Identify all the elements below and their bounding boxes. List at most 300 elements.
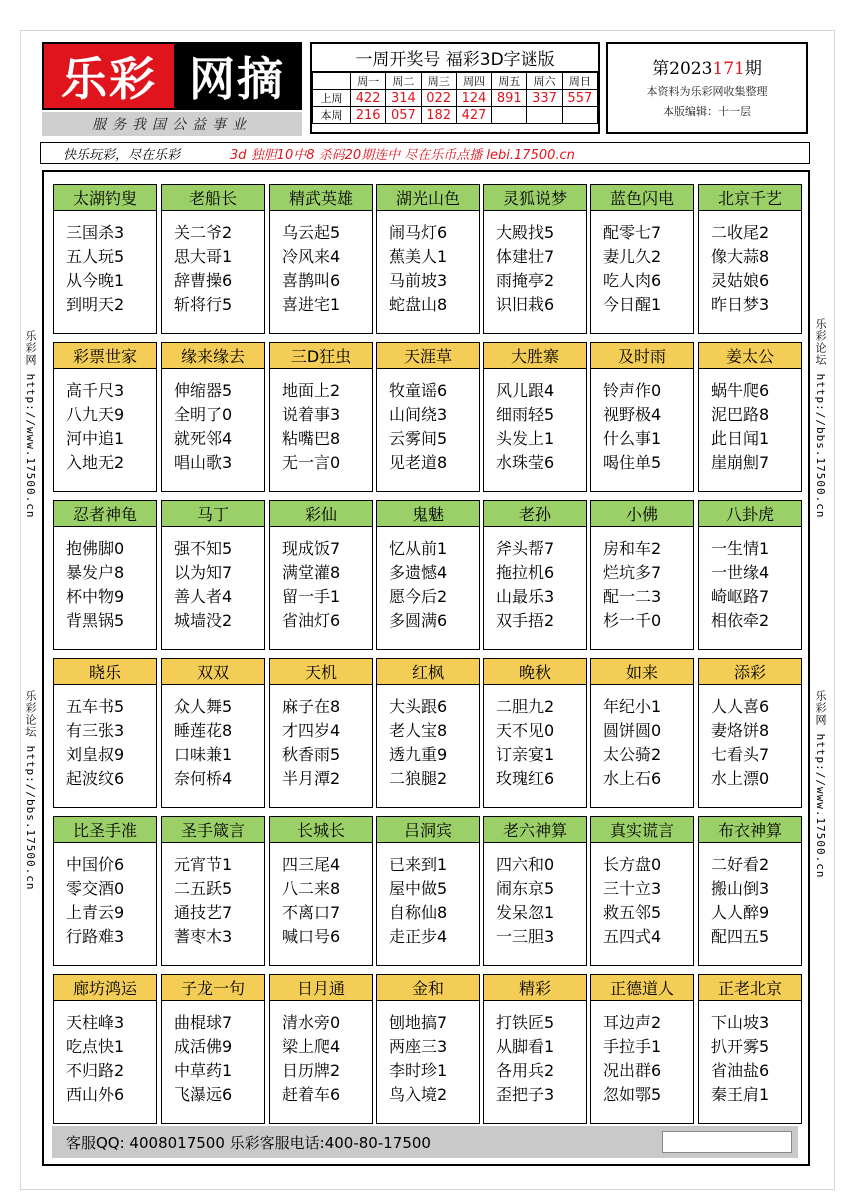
riddle-card-body [699,211,801,317]
riddle-line: 从脚看1 [496,1037,555,1056]
riddle-card [161,658,265,808]
riddle-card-title: 鬼魅 [377,501,479,527]
riddle-line: 天柱峰3 [66,1013,125,1032]
riddle-line: 留一手1 [282,587,341,606]
riddle-line: 见老道8 [389,453,448,472]
riddle-card-title: 布衣神算 [699,817,801,843]
riddle-card-title: 彩仙 [270,501,372,527]
riddle-card [53,816,157,966]
riddle-card [53,342,157,492]
riddle-line: 手拉手1 [603,1037,662,1056]
riddle-card [483,342,587,492]
issue-number [608,54,806,79]
riddle-line: 喊口号6 [282,927,341,946]
riddle-card [161,974,265,1124]
riddle-line: 人人喜6 [711,697,770,716]
riddle-line: 喜进宅1 [282,295,341,314]
riddle-card-title: 北京千艺 [699,185,801,211]
riddle-card-title: 真实谎言 [591,817,693,843]
riddle-line: 行路难3 [66,927,125,946]
riddle-card-body [377,1001,479,1107]
riddle-line: 愿今后2 [389,587,448,606]
draw-value: 057 [386,107,421,124]
riddle-card [269,342,373,492]
riddle-line: 梁上爬4 [282,1037,341,1056]
riddle-card-title: 灵狐说梦 [484,185,586,211]
riddle-card-title: 忍者神龟 [54,501,156,527]
riddle-line: 闹东京5 [496,879,555,898]
riddle-line: 水上漂0 [711,769,770,788]
riddle-line: 不归路2 [66,1061,125,1080]
slogan: 服务我国公益事业 [42,112,302,136]
riddle-card [698,816,802,966]
riddle-card-body [484,1001,586,1107]
riddle-card [161,184,265,334]
riddle-card-title: 老船长 [162,185,264,211]
side-text-left-top: 乐彩网 http://www.17500.cn [24,330,37,519]
riddle-card-body [699,1001,801,1107]
riddle-card-body [270,369,372,475]
day-label: 周五 [492,73,527,90]
riddle-card-title: 金和 [377,975,479,1001]
riddle-line: 说着事3 [282,405,341,424]
riddle-card-title: 廊坊鸿运 [54,975,156,1001]
riddle-line: 鸟入境2 [389,1085,448,1104]
riddle-line: 今日醒1 [603,295,662,314]
riddle-card [590,974,694,1124]
riddle-card-title: 日月通 [270,975,372,1001]
riddle-line: 有三张3 [66,721,125,740]
side-text-left-bottom: 乐彩论坛 http://bbs.17500.cn [24,690,37,891]
riddle-line: 配一二3 [603,587,662,606]
last-week-row [313,90,598,107]
riddle-line: 昨日梦3 [711,295,770,314]
day-label: 周四 [456,73,491,90]
riddle-card-title: 姜太公 [699,343,801,369]
draw-value: 427 [456,107,491,124]
riddle-line: 起波纹6 [66,769,125,788]
riddle-line: 八二来8 [282,879,341,898]
issue-suffix: 期 [744,59,762,79]
riddle-card-title: 老孙 [484,501,586,527]
riddle-card [698,184,802,334]
riddle-card-body [484,685,586,791]
riddle-card [483,658,587,808]
day-label: 周日 [562,73,597,90]
issue-prefix: 第2023 [652,59,713,79]
riddle-card-title: 小佛 [591,501,693,527]
riddle-line: 吃人肉6 [603,271,662,290]
riddle-line: 蛇盘山8 [389,295,448,314]
riddle-line: 现成饭7 [282,539,341,558]
riddle-line: 赶着车6 [282,1085,341,1104]
riddle-card [698,974,802,1124]
riddle-line: 秦王肩1 [711,1085,770,1104]
riddle-line: 什么事1 [603,429,662,448]
riddle-card [698,500,802,650]
riddle-line: 日历牌2 [282,1061,341,1080]
riddle-line: 从今晚1 [66,271,125,290]
riddle-card-title: 天涯草 [377,343,479,369]
riddle-line: 屋中做5 [389,879,448,898]
riddle-line: 雨掩亭2 [496,271,555,290]
riddle-card-body [270,843,372,949]
riddle-line: 通技艺7 [174,903,233,922]
riddle-line: 入地无2 [66,453,125,472]
draw-title: 一周开奖号 福彩3D字谜版 [312,44,598,72]
riddle-line: 妻烙饼8 [711,721,770,740]
riddle-line: 无一言0 [282,453,341,472]
logo [42,42,302,110]
riddle-line: 河中追1 [66,429,125,448]
riddle-line: 玫瑰红6 [496,769,555,788]
info-line-source: 本资料为乐彩网收集整理 [646,85,768,98]
riddle-card-body [377,685,479,791]
riddle-line: 配四五5 [711,927,770,946]
riddle-line: 拖拉机6 [496,563,555,582]
draw-value: 422 [351,90,386,107]
issue-info-box [606,42,808,134]
riddle-line: 伸缩器5 [174,381,233,400]
this-week-row [313,107,598,124]
riddle-line: 省油盐6 [711,1061,770,1080]
riddle-card-title: 红枫 [377,659,479,685]
riddle-line: 山最乐3 [496,587,555,606]
riddle-card [376,974,480,1124]
riddle-line: 就死邻4 [174,429,233,448]
riddle-card-body [377,527,479,633]
draw-value [562,107,597,124]
riddle-line: 以为知7 [174,563,233,582]
riddle-line: 多圆满6 [389,611,448,630]
riddle-card [483,500,587,650]
riddle-card [698,658,802,808]
riddle-line: 自称仙8 [389,903,448,922]
riddle-line: 二收尾2 [711,223,770,242]
riddle-card-title: 天机 [270,659,372,685]
riddle-card-title: 如来 [591,659,693,685]
draw-value: 337 [527,90,562,107]
riddle-line: 体建壮7 [496,247,555,266]
riddle-card-title: 缘来缘去 [162,343,264,369]
riddle-line: 人人醉9 [711,903,770,922]
riddle-card-title: 三D狂虫 [270,343,372,369]
riddle-line: 粘嘴巴8 [282,429,341,448]
banner-right: 3d 独胆10中8 杀码20期连中 尽在乐币点播 lebi.17500.cn [230,147,575,163]
draw-value [492,107,527,124]
riddle-line: 才四岁4 [282,721,341,740]
riddle-line: 头发上1 [496,429,555,448]
riddle-card-title: 比圣手准 [54,817,156,843]
riddle-line: 歪把子3 [496,1085,555,1104]
riddle-line: 不离口7 [282,903,341,922]
riddle-line: 下山坡3 [711,1013,770,1032]
riddle-line: 三十立3 [603,879,662,898]
riddle-line: 救五邻5 [603,903,662,922]
riddle-card-title: 正老北京 [699,975,801,1001]
riddle-line: 像大蒜8 [711,247,770,266]
riddle-card-body [162,685,264,791]
riddle-card [53,184,157,334]
riddle-line: 牧童谣6 [389,381,448,400]
day-label: 周一 [351,73,386,90]
riddle-line: 成活佛9 [174,1037,233,1056]
riddle-line: 识旧栽6 [496,295,555,314]
riddle-line: 五人玩5 [66,247,125,266]
this-week-label: 本周 [313,107,351,124]
riddle-card-body [484,527,586,633]
draw-value [527,107,562,124]
riddle-line: 众人舞5 [174,697,233,716]
riddle-line: 辞曹操6 [174,271,233,290]
riddle-line: 唱山歌3 [174,453,233,472]
riddle-line: 房和车2 [603,539,662,558]
riddle-line: 四三尾4 [282,855,341,874]
riddle-line: 配零七7 [603,223,662,242]
riddle-grid [42,170,810,1166]
riddle-line: 长方盘0 [603,855,662,874]
riddle-line: 清水旁0 [282,1013,341,1032]
riddle-card [376,658,480,808]
riddle-card-title: 精武英雄 [270,185,372,211]
riddle-line: 杉一千0 [603,611,662,630]
riddle-line: 强不知5 [174,539,233,558]
draw-value: 124 [456,90,491,107]
riddle-line: 城墙没2 [174,611,233,630]
riddle-card-body [377,843,479,949]
riddle-line: 飞瀑远6 [174,1085,233,1104]
riddle-line: 善人者4 [174,587,233,606]
draw-value: 182 [421,107,456,124]
riddle-card-body [484,843,586,949]
riddle-card-body [54,211,156,317]
riddle-line: 杯中物9 [66,587,125,606]
riddle-line: 铃声作0 [603,381,662,400]
riddle-line: 西山外6 [66,1085,125,1104]
riddle-card-body [591,369,693,475]
riddle-card [53,974,157,1124]
riddle-card-title: 蓝色闪电 [591,185,693,211]
riddle-card [161,816,265,966]
riddle-card-title: 彩票世家 [54,343,156,369]
riddle-card-title: 太湖钓叟 [54,185,156,211]
riddle-line: 刘皇叔9 [66,745,125,764]
day-label: 周二 [386,73,421,90]
riddle-card-title: 及时雨 [591,343,693,369]
riddle-card-body [54,527,156,633]
riddle-line: 双手捂2 [496,611,555,630]
riddle-line: 五四式4 [603,927,662,946]
riddle-line: 灵姑娘6 [711,271,770,290]
riddle-line: 高千尺3 [66,381,125,400]
day-label: 周六 [527,73,562,90]
riddle-card-title: 大胜寨 [484,343,586,369]
riddle-line: 喜鹊叫6 [282,271,341,290]
riddle-card [269,974,373,1124]
day-label: 周三 [421,73,456,90]
riddle-card-body [699,685,801,791]
footer-blank-box [662,1131,792,1153]
riddle-card [161,342,265,492]
riddle-card-body [591,527,693,633]
riddle-line: 半月潭2 [282,769,341,788]
riddle-card-body [270,527,372,633]
riddle-card [53,500,157,650]
riddle-card [269,816,373,966]
riddle-line: 细雨轻5 [496,405,555,424]
riddle-line: 思大哥1 [174,247,233,266]
riddle-card-body [54,369,156,475]
riddle-card [269,184,373,334]
riddle-line: 中草药1 [174,1061,233,1080]
riddle-line: 一生情1 [711,539,770,558]
riddle-card [376,342,480,492]
riddle-line: 二胆九2 [496,697,555,716]
draw-days-row [313,73,598,90]
draw-value: 022 [421,90,456,107]
riddle-line: 中国价6 [66,855,125,874]
riddle-line: 暴发户8 [66,563,125,582]
logo-part1: 乐彩 [44,44,174,108]
riddle-card [590,500,694,650]
riddle-card-title: 添彩 [699,659,801,685]
riddle-card [53,658,157,808]
draw-value: 216 [351,107,386,124]
riddle-line: 蓍枣木3 [174,927,233,946]
riddle-card [376,500,480,650]
riddle-card-body [162,211,264,317]
riddle-line: 秋香雨5 [282,745,341,764]
riddle-line: 抱佛脚0 [66,539,125,558]
riddle-card-title: 马丁 [162,501,264,527]
riddle-line: 圆饼圆0 [603,721,662,740]
riddle-line: 马前坡3 [389,271,448,290]
banner [40,142,810,164]
riddle-line: 满堂灌8 [282,563,341,582]
riddle-line: 发呆忽1 [496,903,555,922]
riddle-line: 年纪小1 [603,697,662,716]
riddle-card-body [270,211,372,317]
riddle-line: 蜗牛爬6 [711,381,770,400]
riddle-line: 大殿找5 [496,223,555,242]
riddle-card-body [591,211,693,317]
riddle-card-body [591,1001,693,1107]
riddle-line: 此日闻1 [711,429,770,448]
riddle-line: 吃点快1 [66,1037,125,1056]
riddle-line: 刨地搞7 [389,1013,448,1032]
riddle-card-title: 子龙一句 [162,975,264,1001]
riddle-line: 省油灯6 [282,611,341,630]
riddle-line: 搬山倒3 [711,879,770,898]
riddle-line: 奈何桥4 [174,769,233,788]
riddle-card-title: 湖光山色 [377,185,479,211]
riddle-card-title: 双双 [162,659,264,685]
riddle-line: 乌云起5 [282,223,341,242]
riddle-card-body [484,211,586,317]
riddle-line: 斧头帮7 [496,539,555,558]
draw-table [312,72,598,124]
draw-value: 891 [492,90,527,107]
riddle-line: 各用兵2 [496,1061,555,1080]
riddle-line: 全明了0 [174,405,233,424]
riddle-line: 背黑锅5 [66,611,125,630]
riddle-line: 四六和0 [496,855,555,874]
riddle-line: 相依牵2 [711,611,770,630]
riddle-line: 闹马灯6 [389,223,448,242]
riddle-card [376,184,480,334]
riddle-line: 视野极4 [603,405,662,424]
riddle-card-body [162,1001,264,1107]
riddle-card-body [162,843,264,949]
riddle-card-body [270,1001,372,1107]
draw-value: 314 [386,90,421,107]
riddle-line: 三国杀3 [66,223,125,242]
riddle-card-body [54,843,156,949]
riddle-card-body [162,527,264,633]
riddle-card-title: 圣手箴言 [162,817,264,843]
riddle-line: 二五跃5 [174,879,233,898]
riddle-line: 耳边声2 [603,1013,662,1032]
riddle-line: 崖崩劁7 [711,453,770,472]
riddle-line: 口味兼1 [174,745,233,764]
riddle-line: 二狼腿2 [389,769,448,788]
riddle-card-body [591,685,693,791]
banner-left: 快乐玩彩，尽在乐彩 [63,147,181,163]
riddle-card-body [270,685,372,791]
riddle-card-body [591,843,693,949]
riddle-line: 风儿跟4 [496,381,555,400]
riddle-line: 忆从前1 [389,539,448,558]
riddle-line: 崎岖路7 [711,587,770,606]
riddle-line: 山间绕3 [389,405,448,424]
riddle-card-title: 正德道人 [591,975,693,1001]
riddle-line: 忽如鄂5 [603,1085,662,1104]
riddle-card [590,658,694,808]
riddle-line: 李时珍1 [389,1061,448,1080]
info-line-editor: 本版编辑：十一层 [663,105,751,118]
riddle-line: 七看头7 [711,745,770,764]
riddle-line: 烂坑多7 [603,563,662,582]
riddle-line: 云雾间5 [389,429,448,448]
riddle-card-body [377,369,479,475]
riddle-line: 多遗憾4 [389,563,448,582]
riddle-line: 喝住单5 [603,453,662,472]
riddle-card-body [484,369,586,475]
riddle-card-body [699,369,801,475]
riddle-line: 水上石6 [603,769,662,788]
side-text-right-bottom: 乐彩网 http://www.17500.cn [814,690,827,879]
riddle-card [698,342,802,492]
draw-corner [313,73,351,90]
riddle-card [590,342,694,492]
riddle-line: 扒开雾5 [711,1037,770,1056]
riddle-card-title: 老六神算 [484,817,586,843]
riddle-line: 一世缘4 [711,563,770,582]
draw-value: 557 [562,90,597,107]
riddle-line: 水珠莹6 [496,453,555,472]
riddle-card-title: 晓乐 [54,659,156,685]
last-week-label: 上周 [313,90,351,107]
riddle-line: 打铁匠5 [496,1013,555,1032]
riddle-line: 一三胆3 [496,927,555,946]
riddle-line: 冷风来4 [282,247,341,266]
riddle-line: 两座三3 [389,1037,448,1056]
riddle-line: 关二爷2 [174,223,233,242]
riddle-card-body [54,1001,156,1107]
riddle-line: 曲棍球7 [174,1013,233,1032]
riddle-line: 斩将行5 [174,295,233,314]
riddle-line: 太公骑2 [603,745,662,764]
